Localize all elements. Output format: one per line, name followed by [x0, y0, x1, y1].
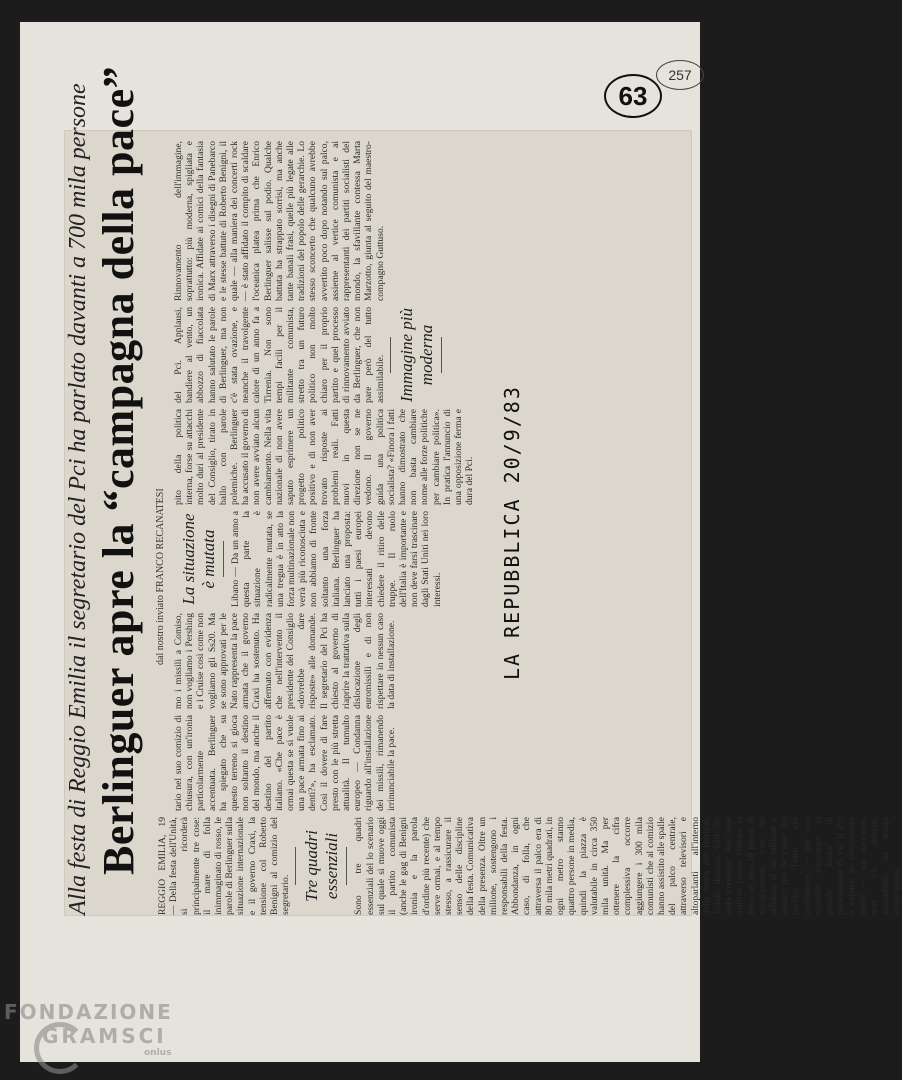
watermark-line-2: GRAMSCI [42, 1024, 167, 1048]
column-text: tario nel suo comizio di chiusura, con un'ironia particolarmente accentuata. Berlinguer ha spiegato che su questo terreno si gioca non soltanto il destino del mondo, ma anche il destino del partito italiano. «Che pace è ormai questa se si vuole una pace armata fino ai denti?», ha esclamato. Così il dovere di fare presto con le più stretta attualità. Il tumulto europeo — Condanna riguardo all'installazione dei missili, rimanendo irrinunciabile la pace. [173, 715, 397, 811]
subheading-immagine: Immagine più moderna [396, 308, 436, 402]
column-text: Sono tre quadri essenziali del lo scenario sul quale si muove oggi il partito comunista (anche le gag di Benigni ironia e la parola d'ordine più recente) che serve ormai, e al tempo stesso, a rassicurare il senso delle discipline della festa. Comunicativa della presenza. Oltre un milione, sostengono i responsabili della festa. Abbondanza, in ogni caso, di folla, che attraversa il palco era di 80 mila metri quadrati, in ogni metro stanno quattro persone in media, quindi la piazza è valutabile in circa 350 mila unità. Ma per ottenere la cifra complessiva occorre aggiungere i 300 mila comunisti che al comizio hanno assistito alle spalle del palco centrale, attraverso televisori e altoparlanti all'interno delle mura del festival. Totale, dunque, 650-700 mila presenze. Altri due milioni hanno visitato la festa nei suoi 18 giorni di svolgimento, con un afflusso di un milione e mezzo per le casse del partito. Tutto ciò costituisce — pur non volendo trascurare la grande forza di persuasione di cui il Pci è capace in circostanze simili — un successo, non v'è dubbio, soprattutto in tempi come questi. [353, 817, 902, 915]
divider [223, 541, 224, 577]
column-text: Rinnovamento dell'immagine, soprattutto: più moderna, spigliata e ironica. Affidate ai comici della fantasia di Marx attraverso i disegni di Panebarco e le stesse battute di Roberto Benigni, il quale — alla maniera dei concerti rock — è stato affidato il compito di scaldare l'oceanica platea prima che Enrico Berlinguer salisse sul podio. Qualche battuta ha strappato sorrisi, ma anche tante banali frasi, quelle più legate alle tradizioni del popolo delle gerarchie. Lo stesso sconcerto che qualcuno avrebbe avvertito poco dopo notando sul palco, assieme al vertice comunista e ai rappresentanti dei partiti socialisti del mondo, la sfavillante contessa Marta Marzotto, giunta al seguito del maestro-compagno Guttuso. [173, 141, 386, 301]
article-column-7 [173, 141, 673, 301]
divider [346, 847, 347, 885]
watermark-line-3: onlus [144, 1048, 172, 1058]
archive-stamp: 257 [656, 60, 704, 90]
subheading-tre-quadri: Tre quadri essenziali [302, 830, 342, 902]
column-text: REGGIO EMILIA, 19 — Della festa dell'Unità, si ricorderà principalmente tre cose: il mare di folla inimmaginato di rosso, le parole di Berlinguer sulla situazione internazionale e il governo Craxi, la tensione col Roberto Benigni al comizio del segretario. [157, 817, 292, 915]
divider [441, 337, 442, 373]
divider [295, 847, 296, 885]
column-text: Libano — Da un anno a questa parte la situazione è radicalmente mutata, se una tregua è in atto la forza multinazionale non verrà più riconosciuta e non abbiamo di fronte soltanto una forza italiana. Berlinguer ha lanciato una proposta: tutti i paesi europei interessati devono chiedere il ritiro delle truppe. Il ruolo dell'Italia è importante e non deve farsi trascinare dagli Stati Uniti nei loro interessi. [230, 511, 443, 607]
article-column-4 [173, 511, 673, 607]
g-logo-icon [34, 1022, 86, 1074]
handwritten-source-note: LA REPUBBLICA 20/9/83 [500, 385, 524, 680]
article-headline: Berlinguer apre la “campagna della pace” [94, 65, 143, 875]
article-column-6 [173, 307, 673, 403]
column-text: pito della politica interna, forse su attacchi molto duri al presidente del Consiglio, tirato in ballo con parole polemiche. Berlinguer ha accusato il governo di non avere avviato alcun cambiamento. Nella vita nazionale di non avere saputo esprimere un progetto politico positivo e di non aver trovato risposte ai problemi reali. Fatti nuovi in questa direzione non se ne vedono. Il governo guida una politica socialista? «Finora i fatti hanno dimostrato che non basta cambiare nome alle forze politiche per cambiare politica». In pratica l'annuncio di una opposizione ferma e dura del Pci. [173, 409, 476, 505]
article-column-3 [173, 613, 673, 709]
page-number-circle: 63 [604, 74, 662, 118]
article-byline: dal nostro inviato FRANCO RECANATESI [155, 488, 166, 665]
fondazione-gramsci-watermark [4, 1000, 173, 1058]
article-column-2 [173, 715, 673, 811]
article-kicker: Alla festa di Reggio Emilia il segretario del Pci ha parlato davanti a 700 mila persone [65, 83, 91, 915]
article-column-1 [157, 817, 902, 915]
column-text: del Pci. Applausi, bandiere al vento, un abbozzo di fiaccolata hanno salutato le parole di Berlinguer, ma non c'è stata ovazione, e neanche il travolgente calore di un anno fa a Tirrenia. Non sono tempi facili per il militante comunista, stretto tra un futuro politico non molto chiaro per il proprio partito e quel processo di rinnovamento avviato da Berlinguer, che non pare però del tutto assimilabile. [173, 307, 386, 403]
archive-sheet [20, 22, 902, 1062]
column-text: mo i missili a Comiso, non vogliamo i Pershing e i Cruise così come non vogliamo gli Ss20. Ma se sono approvati per le Nato rappresenta la pace armata che il governo Craxi ha sostenuto. Ha affermato con evidenza che nell'intervento il presidente del Consiglio «dovrebbe dare risposte» alle domande. Il segretario del Pci ha chiesto al governo di riaprire la trattativa sulla dislocazione degli euromissili e di non rispettare in nessun caso la data di installazione. [173, 613, 397, 709]
subheading-situazione: La situazione è mutata [179, 513, 218, 605]
divider [390, 337, 391, 373]
article-column-5 [173, 409, 673, 505]
watermark-line-1: FONDAZIONE [4, 1000, 173, 1024]
